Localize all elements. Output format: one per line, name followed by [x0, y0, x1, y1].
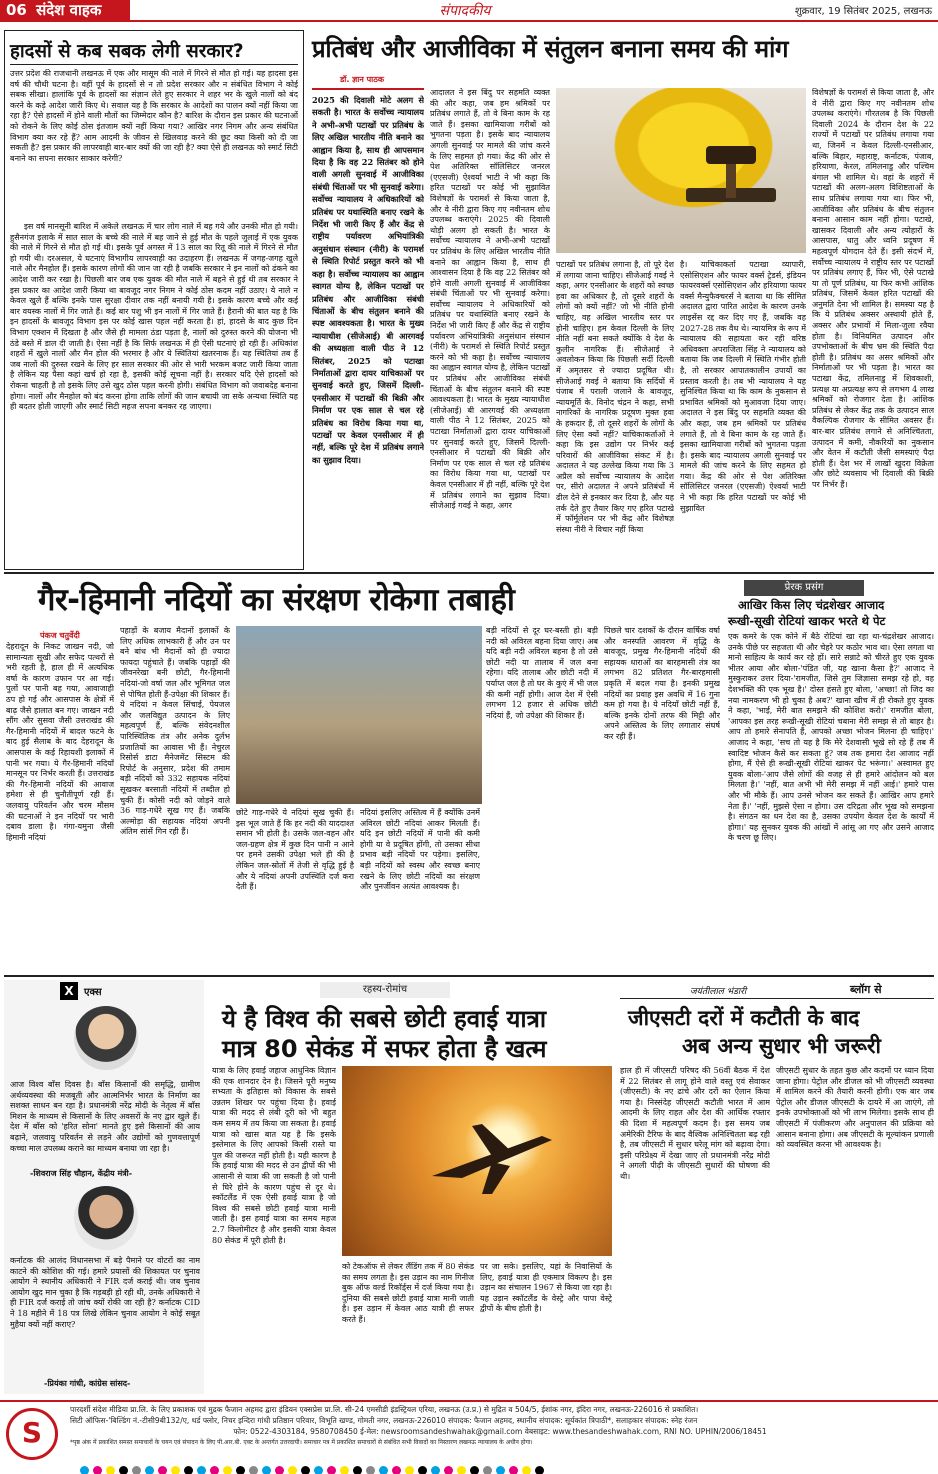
registration-dot [470, 1466, 479, 1474]
registration-dot [223, 1466, 232, 1474]
flood-photo [236, 626, 482, 804]
prerak-headline-1: आखिर किस लिए चंद्रशेखर आजाद [738, 598, 885, 612]
registration-dot [197, 1466, 206, 1474]
registration-dot [119, 1466, 128, 1474]
x-tag: एक्स [84, 987, 102, 998]
avatar-shivraj [74, 1006, 138, 1070]
pull-quote-rule [312, 88, 424, 90]
editorial-paragraph-2: इस वर्ष मानसूनी बारिश में अकेले लखनऊ में चार लोग नाले में बह गये और उनकी मौत हो गयी। हुसैनगंज इलाके में सात साल के बच्चे की नाले में बह जाने से हुई मौत के पहले जुलाई में एक युवक की नाले में गिरने से मौत हो गई थी। इसके पूर्व अगस्त में 13 साल का रितू की नाले में गिरने से मौत हो गयी थी। दरअसल, ये घटनाएं विभागीय लापरवाही का उदाहरण हैं। लखनऊ में जगह-जगह खुले नाले और मैनहोल हैं। इसके कारण लोगों की जान जा रही है जबकि सरकार ने इन नालों को ढंकने का आदेश जारी कर रखा है। पिछली बार जब एक युवक की मौत नाले में बहने से हुई थी तब सरकार ने इस प्रकार का आदेश जारी किया था बावजूद नगर निगम ने कोई ठोस कदम नहीं उठाए। ये नाले न केवल खुले हैं बल्कि इनके पास सुरक्षा दीवार तक नहीं बनायी गयी है। इसके कारण बच्चे और कई बार वयस्क नालों में गिर जाते हैं। कई बार पशु भी इन नालों में गिर जाते हैं। हैरानी की बात यह है कि इन हादसों के बावजूद विभाग इस पर कोई खास पहल नहीं करता है। हां, हादसे के बाद कुछ दिन विभाग एक्शन में दिखता है और जैसे ही मामला ठंडा पड़ता है, नालों को दुरुस्त करने की योजना भी ठंडे बस्ते में डाल दी जाती है। ऐसा नहीं है कि सिर्फ लखनऊ में ही ऐसी घटनाएं हो रही हैं। अधिकांश शहरों में खुले नालों और मैन होल की भरमार है और ये स्थितियां खतरनाक हैं। यह स्थितियां तब हैं जब नालों की दुरुस्त रखने के लिए हर साल सरकार की ओर से भारी भरकम बजट जारी किया जाता है लेकिन यह पैसा कहां खर्च हो रहा है, इसकी कोई सूचना नहीं है। सरकार यदि ऐसे हादसों को रोकना चाहती है तो इसके लिए उसे खुद ठोस पहल करनी होगी। संबंधित विभाग को जवाबदेह बनाना होगा। नालों और मैनहोल को बंद करना होगा ताकि लोगों की जान बचायी जा सके अन्यथा स्थिति यह ही बदतर होती जाएगी और स्मार्ट सिटी महज सपना बनकर रह जाएगा। [10, 222, 298, 412]
editorial-headline: हादसों से कब सबक लेगी सरकार? [10, 41, 244, 62]
river-story-headline: गैर-हिमानी नदियों का संरक्षण रोकेगा तबाही [38, 582, 515, 618]
footer-line-4: *पृष्ठ अंक में प्रकाशित समस्त समाचारों के चयन एवं संपादन के लिए पी.आर.बी. एक्ट के अन्तर्गत उत्तरदायी। समाचार पत्र में प्रकाशित समाचारों से संबंधित सभी विवादों का निस्तारण लखनऊ न्यायालय के अधीन होगा। [70, 1439, 533, 1446]
registration-dot [184, 1466, 193, 1474]
footer-line-1: पारदर्शी संदेश मीडिया प्रा.लि. के लिए प्रकाशक एवं मुद्रक फैजान अहमद द्वारा इंडियन एक्सप्रेस प्रा.लि. सी-24 एमसीडी इंडस्ट्रियल एरिया, लखनऊ (उ.प्र.) से मुद्रित व 504/5, ईशांक नगर, इंदिरा नगर, लखनऊ-226016 से प्रकाशित। [70, 1405, 699, 1414]
registration-dot [288, 1466, 297, 1474]
air-headline-1: ये है विश्व की सबसे छोटी हवाई यात्रा [222, 1005, 547, 1033]
air-col-1: यात्रा के लिए हवाई जहाज आधुनिक विज्ञान की एक शानदार देन है। जिसने पूरी मनुष्य सभ्यता के इतिहास को विकास के सबसे उन्नतम शिखर पर पहुंचा दिया है। हवाई यात्रा की मदद से लंबी दूरी को भी बहुत कम समय में तय किया जा सकता है। हवाई यात्रा को खास बात यह है कि इसके इस्तेमाल के लिए आपको किसी रास्ते या पुल की जरूरत नहीं होती है। यही कारण है कि हवाई यात्रा की मदद से उन द्वीपों की भी आसानी से यात्रा की जा सकती है जो पानी से घिरे होने के कारण पहुंच से दूर थे। स्कॉटलैंड में एक ऐसी हवाई यात्रा है जो विश्व की सबसे छोटी हवाई यात्रा मानी जाती है। इस हवाई यात्रा का समय महज 2.7 किलोमीटर है और इसकी यात्रा केवल 80 सेकंड में पूरी होती है। [212, 1066, 336, 1245]
registration-dot [340, 1466, 349, 1474]
editorial-paragraph-1: उत्तर प्रदेश की राजधानी लखनऊ में एक और मासूम की नाले में गिरने से मौत हो गई। यह हादसा इस वर्ष की चौथी घटना है। वहीं पूर्व के हादसों से न तो प्रदेश सरकार और न संबंधित विभाग ने कोई सबक सीखा। हालांकि पूर्व के हादसों का संज्ञान लेते हुए सरकार ने शहर भर के खुले नालों को बंद करने के कड़े आदेश जारी किए थे। सवाल यह है कि सरकार के आदेशों का पालन क्यों नहीं किया जा रहा है? ऐसे हादसों में होने वाली मौतों का जिम्मेदार कौन है? बारिश के दौरान इस प्रकार की घटनाओं को रोकने के लिए कोई ठोस इंतजाम क्यों नहीं किया गया? आखिर नगर निगम और अन्य संबंधित विभाग क्या कर रहे हैं? आम आदमी के जीवन से खिलवाड़ करने की छूट क्या किसी को दी जा सकती है? इस प्रकार की लापरवाही बार-बार क्यों की जा रही है? क्या ऐसे ही लखनऊ को स्मार्ट सिटी बनाने का सपना सरकार साकार करेगी? [10, 69, 298, 163]
registration-dot [444, 1466, 453, 1474]
registration-dot [353, 1466, 362, 1474]
air-story-tag: रहस्य-रोमांच [320, 982, 450, 998]
registration-dot [145, 1466, 154, 1474]
registration-dot [314, 1466, 323, 1474]
registration-dot [158, 1466, 167, 1474]
footer-logo: S [6, 1408, 58, 1460]
registration-dot [93, 1466, 102, 1474]
airplane-photo [342, 1066, 612, 1256]
registration-dot [210, 1466, 219, 1474]
river-story-byline: पंकज चतुर्वेदी [40, 631, 80, 640]
river-col-5: बड़ी नदियों से दूर घर-बस्ती हो। बड़ी नदी को अविरल बहना दिया जाए। अब यदि बड़ी नदी अविरल बहना है तो उसे छोटी नदी या तालाब में जल बना रहेगा। यदि तालाब और छोटी नदी में पर्याप्त जल है तो घर के कुएं में भी जल की कमी नहीं होगी। आज देश में ऐसी लगभग 12 हजार से अधिक छोटी नदियां हैं, जो उपेक्षा की शिकार हैं। [486, 626, 598, 720]
registration-dot [275, 1466, 284, 1474]
registration-dot [249, 1466, 258, 1474]
river-col-6: पिछले चार दशकों के दौरान वार्षिक वर्षा और वनस्पति आवरण में वृद्धि के बावजूद, प्रमुख गैर-हिमानी नदियों की सहायक धाराओं का बारहमासी तंत्र का लगभग 82 प्रतिशत गैर-बारहमासी प्रकृति में बदल गया है। इनकी प्रमुख नदियों का प्रवाह इस अवधि में 16 गुना कम हो गया है। ये नदियाँ छोटी नहीं हैं, बल्कि इनके दोनों तरफ की मिट्टी और अपने अस्तित्व के लिए लगातार संघर्ष कर रही हैं। [604, 626, 720, 741]
air-col-2: को टेकऑफ से लेकर लैंडिंग तक में 80 सेकंड का समय लगता है। इस उड़ान का नाम गिनीज बुक ऑफ वर्ल्ड रिकॉर्ड्स में दर्ज किया गया है। दुनिया की सबसे छोटी हवाई यात्रा मानी जाती है। इस उड़ान में केवल आठ यात्री ही सफर करते हैं। [342, 1262, 474, 1324]
editorial-rule [10, 64, 298, 65]
registration-dot [509, 1466, 518, 1474]
section-divider-2 [4, 975, 934, 977]
page-number-banner [0, 0, 130, 20]
top-story-col-3: पटाखों पर प्रतिबंध लगाना है, तो पूरे देश में लगाया जाना चाहिए। सीजेआई गवई ने कहा, अगर एनसीआर के शहरों को स्वच्छ हवा का अधिकार है, तो दूसरे शहरों के लोगों को क्यों नहीं? जो भी नीति होनी चाहिए, वह अखिल भारतीय स्तर पर होनी चाहिए। हम केवल दिल्ली के लिए नीति नहीं बना सकते क्योंकि वे देश के कुलीन नागरिक हैं। सीजेआई ने अवलोकन किया कि पिछली सर्दी दिल्ली में अमृतसर से ज्यादा प्रदूषित थी। सीजेआई गवई ने बताया कि सर्दियों में पंजाब में पराली जलाने के बावजूद, न्यायमूर्ति के. विनोद चंद्रन ने कहा, सभी नागरिकों के नागरिक प्रदूषण मुक्त हवा के हकदार हैं, तो दूसरे शहरों के लोगों के लिए ऐसा क्यों नहीं? याचिकाकर्ताओं ने कहा कि इस उद्योग पर निर्भर कई परिवारों की आजीविका संकट में है। अदालत ने यह उल्लेख किया गया कि 3 अप्रैल को सर्वोच्च न्यायालय के आदेश पर, सीरो अदालत ने अपने प्रतिबंधों में ढील देने से इनकार कर दिया है, और यह तर्क देते हुए तैयार किए गए हरित पटाखे में फॉर्मूलेशन पर भी केंद्र और विशेषज्ञ संस्था नीरी ने विचार नहीं किया [556, 260, 674, 534]
registration-dot [522, 1466, 531, 1474]
gst-headline-1: जीएसटी दरों में कटौती के बाद [628, 1006, 860, 1030]
top-story-col-4: है। याचिकाकर्ता पटाखा व्यापारी, एसोसिएशन और फायर वर्क्स ट्रेडर्स, इंडियन फायरवर्क्स एसोसिएशन और हरियाणा फायर वर्क्स मैन्युफैक्चरर्स ने बताया था कि सीमित अदालत द्वारा पारित आदेश के कारण उनके लाइसेंस रद्द कर दिए गए हैं, जबकि वह 2027-28 तक वैध थे। न्यायमित्र के रूप में न्यायालय की सहायता कर रही वरिष्ठ अधिवक्ता अपराजिता सिंह ने न्यायालय को बताया कि जब दिल्ली में स्थिति गंभीर होती है, तो सरकार आपातकालीन उपायों का प्रस्ताव करती है। तब भी न्यायालय ने यह सुनिश्चित किया था कि काम के नुकसान से प्रभावित श्रमिकों को मुआवजा दिया जाए। अदालत ने इस बिंदु पर सहमति व्यक्त की और कहा, जब हम श्रमिकों पर प्रतिबंध लगाते हैं, तो वे बिना काम के रह जाते हैं। इसका खामियाजा गरीबों को भुगतना पड़ता है। इसके बाद न्यायालय अगली सुनवाई पर मामले की जांच करने के लिए सहमत हो गया। केंद्र की ओर से पेश अतिरिक्त सॉलिसिटर जनरल (एएसजी) ऐश्वर्या भाटी ने भी कहा कि हरित पटाखों पर कोई भी सुझावित [680, 260, 806, 513]
section-divider-1 [4, 572, 934, 574]
registration-dot [496, 1466, 505, 1474]
registration-dot [132, 1466, 141, 1474]
registration-dot [483, 1466, 492, 1474]
registration-dot [80, 1466, 89, 1474]
registration-dot [405, 1466, 414, 1474]
avatar-priyanka [74, 1186, 138, 1250]
top-story-byline: डॉ. ज्ञान पाठक [340, 75, 385, 84]
gst-tag: ब्लॉग से [850, 983, 882, 996]
prerak-prasang-tag: प्रेरक प्रसंग [744, 580, 864, 596]
air-col-3: पर जा सके। इसलिए, यहां के निवासियों के लिए, हवाई यात्रा ही एकमात्र विकल्प है। इस उड़ान का संचालन 1967 से किया जा रहा है। यह उड़ान स्कॉटलैंड के वेस्ट्रे और पापा वेस्ट्रे द्वीपों के बीच होती है। [480, 1262, 612, 1314]
gst-col-1: हाल ही में जीएसटी परिषद की 56वीं बैठक में देश में 22 सितंबर से लागू होने वाले वस्तु एवं सेवाकर (जीएसटी) के नए ढांचे और दरों का ऐलान किया गया है। निस्संदेह जीएसटी कटौती भारत में आम आदमी के लिए राहत और देश की आर्थिक रफ्तार की दिशा में महत्वपूर्ण कदम है। इस समय जब अमेरिकी टैरिफ के बाद वैश्विक अनिश्चितता बढ़ रही है, तब जीएसटी में सुधार घरेलू मांग को बढ़ावा देगा। इसी परिप्रेक्ष्य में देखा जाए तो प्रधानमंत्री नरेंद्र मोदी ने अगली पीढ़ी के जीएसटी सुधारों की घोषणा की थी। [620, 1066, 770, 1181]
top-story-headline: प्रतिबंध और आजीविका में संतुलन बनाना समय की मांग [312, 35, 789, 63]
footer-line-3: फोन: 0522-4303184, 9580708450 ई-मेल: newsroomsandeshwahak@gmail.com वेबसाइट: www.thesandeshwahak.com, RNI NO. UPHIN/2006/18451 [233, 1427, 767, 1436]
registration-dot [392, 1466, 401, 1474]
footer-line-2: सिटी ऑफिस-'बिल्डिंग नं.-टीसी9बी132/ए, थर्ड फ्लोर, निचर इन्दिरा गांधी प्रतिष्ठान परिवार, विभूति खण्ड, गोमती नगर, लखनऊ-226010 संपादक: फैजान अहमद, स्थानीय संपादक: सूर्यकांत त्रिपाठी*, सलाहकार संपादक: स्नेह रंजन [70, 1416, 698, 1425]
river-col-3: छोटे गाड़-गधेरे ये नदियां सूख चुकी हैं। इस भूल जाते हैं कि हर नदी की याददाश्त समान भी होती है। उसके जल-वहन और जल-ग्रहण क्षेत्र में कुछ दिन पानी न आने पर हमने उसकी उपेक्षा भले ही की है लेकिन जल-स्रोतों में तेजी से वृद्धि हुई है और ये नदियां अपनी उपस्थिति दर्ज करा देती हैं। [236, 808, 354, 892]
top-story-pull-quote: 2025 की दिवाली मोटे अलग से सकती है। भारत के सर्वोच्च न्यायालय ने अभी-अभी पटाखों पर प्रतिबंध के लिए अखिल भारतीय नीति बनाने का आह्वान किया है, साथ ही आपसमान दिया है कि वह 22 सितंबर को होने वाली अगली सुनवाई में आजीविका संबंधी चिंताओं पर भी सुनवाई करेगा। सर्वोच्च न्यायालय ने अधिकारियों को प्रतिबंध पर यथास्थिति बनाए रखने के निर्देश भी जारी किए हैं और केंद्र से राष्ट्रीय पर्यावरण अभियांत्रिकी अनुसंधान संस्थान (नीरी) के परामर्श से स्थिति रिपोर्ट प्रस्तुत करने को भी कहा है। सर्वोच्च न्यायालय का आह्वान स्वागत योग्य है, लेकिन पटाखों पर प्रतिबंध और आजीविका संबंधी चिंताओं के बीच संतुलन बनाने की स्पष्ट आवश्यकता है। भारत के मुख्य न्यायाधीश (सीजेआई) बी आरगवई की अध्यक्षता वाली पीठ ने 12 सितंबर, 2025 को पटाखा निर्माताओं द्वारा दायर याचिकाओं पर सुनवाई करते हुए, जिसमें दिल्ली-एनसीआर में पटाखों की बिक्री और निर्माण पर एक साल से चल रहे प्रतिबंध का विरोध किया गया था, पटाखों पर केवल एनसीआर में ही नहीं, बल्कि पूरे देश में प्रतिबंध लगाने का सुझाव दिया। [312, 95, 424, 465]
river-col-4: नदियां इसलिए अस्तित्व में हैं क्योंकि उनमें अविरल छोटी नदियां आकर मिलती हैं। यदि इन छोटी नदियों में पानी की कमी होगी या वे प्रदूषित होंगी, तो उसका सीधा प्रभाव बड़ी नदियों पर पड़ेगा। इसलिए, बड़ी नदियों को स्वस्थ और स्वच्छ बनाए रखने के लिए छोटी नदियों का संरक्षण और पुनर्जीवन अत्यंत आवश्यक है। [360, 808, 480, 892]
paper-name: संदेश वाहक [36, 1, 102, 19]
airplane-icon [342, 1066, 612, 1256]
gavel-icon [556, 88, 806, 253]
top-story-col-2: आदालत ने इस बिंदु पर सहमति व्यक्त की और कहा, जब हम श्रमिकों पर प्रतिबंध लगाते हैं, तो वे बिना काम के रह जाते हैं। इसका खामियाजा गरीबों को भुगतना पड़ता है। इसके बाद न्यायालय अगली सुनवाई पर मामले की जांच करने के लिए सहमत हो गया। केंद्र की ओर से पेश अतिरिक्त सॉलिसिटर जनरल (एएसजी) ऐश्वर्या भाटी ने भी कहा कि हरित पटाखों पर कोई भी सुझावित विशेषज्ञों के परामर्श से किया जाता है, और वे नीरी द्वारा किए गए नवीनतम शोध उपलब्ध कराएंगे। 2025 की दिवाली थोड़ी अलग हो सकती है। भारत के सर्वोच्च न्यायालय ने अभी-अभी पटाखों पर प्रतिबंध के लिए अखिल भारतीय नीति बनाने का आह्वान किया है, साथ ही आश्वासन दिया है कि वह 22 सितंबर को होने वाली अगली सुनवाई में आजीविका संबंधी चिंताओं पर भी सुनवाई करेगा। सर्वोच्च न्यायालय ने अधिकारियों को प्रतिबंध पर यथास्थिति बनाए रखने के निर्देश भी जारी किए हैं और केंद्र से राष्ट्रीय पर्यावरण अभियांत्रिकी अनुसंधान संस्थान (नीरी) के परामर्श से स्थिति रिपोर्ट प्रस्तुत करने को भी कहा है। सर्वोच्च न्यायालय का आह्वान स्वागत योग्य है, लेकिन पटाखों पर प्रतिबंध और आजीविका संबंधी चिंताओं के बीच संतुलन बनाने की स्पष्ट आवश्यकता है। भारत के मुख्य न्यायाधीश (सीजेआई) बी आरगवई की अध्यक्षता वाली पीठ ने 12 सितंबर, 2025 को पटाखा निर्माताओं द्वारा दायर याचिकाओं पर सुनवाई करते हुए, जिसमें दिल्ली-एनसीआर में पटाखों की बिक्री और निर्माण पर एक साल से चल रहे प्रतिबंध का विरोध किया गया था, पटाखों पर केवल एनसीआर में ही नहीं, बल्कि पूरे देश में प्रतिबंध लगाने का सुझाव दिया। सीजेआई गवई ने कहा, अगर [430, 88, 550, 511]
river-col-2: पहाड़ों के बजाय मैदानों इलाकों के लिए अधिक लाभकारी हैं और उन पर बने बांध भी मैदानों को ही ज्यादा फायदा पहुंचाते हैं। जबकि पहाड़ों की जीवनरेखा बनी छोटी, गैर-हिमानी नदियां-जो वर्षा जल और भूमिगत जल से पोषित होती हैं-उपेक्षा की शिकार हैं। ये नदियां न केवल सिंचाई, पेयजल और जलविद्युत उत्पादन के लिए महत्वपूर्ण हैं, बल्कि संवेदनशील पारिस्थितिक तंत्र और अनेक दुर्लभ प्रजातियों का आवास भी हैं। नेचुरल रिसोर्स डाटा मैनेजमेंट सिस्टम की रिपोर्ट के अनुसार, प्रदेश की तमाम बड़ी नदियों को 332 सहायक नदियां सूखकर बरसाती नदियों में तब्दील हो चुकी हैं। कोसी नदी को जोड़ने वाले 36 गाड़-गधेरे सूख गए हैं। जबकि अल्मोड़ा की सहायक नदियां अपनी अंतिम सांसें गिन रही हैं। [120, 626, 230, 837]
registration-dot [171, 1466, 180, 1474]
x-quote-1: आज विश्व बाँस दिवस है। बाँस किसानों की समृद्धि, ग्रामीण अर्थव्यवस्था की मजबूती और आत्मनिर्भर भारत के निर्माण का सशक्त साधन बन रहा है। प्रधानमंत्री नरेंद्र मोदी के नेतृत्व में बाँस मिशन के माध्यम से किसानों के लिए अवसरों के नए द्वार खुले हैं। देश में बाँस को 'हरित सोना' मानते हुए इसे किसानों की आय बढ़ाने, जलवायु परिवर्तन से लड़ने और उद्योगों को गुणवत्तापूर्ण कच्चा माल उपलब्ध कराने का माध्यम बनाया जा रहा है। [10, 1080, 200, 1153]
registration-dot [236, 1466, 245, 1474]
registration-dot [366, 1466, 375, 1474]
registration-dots [80, 1460, 920, 1470]
river-col-1: देहरादून के निकट जाखन नदी, जो सामान्यतः सूखी और सफेद पत्थरों से भरी रहती है, हाल ही में अत्यधिक वर्षा के कारण उफान पर आ गई। पुलों पर पानी बह गया, आवाजाही ठप हो गई और आसपास के क्षेत्रों में बाढ़ जैसे हालात बन गए। जाखन नदी सौंग और सुसवा जैसी उत्तराखंड की गैर-हिमानी नदियों में बादल फटने के बाद हुई सैलाब के बाद देहरादून के आसपास के कई रिहायशी इलाकों में पानी भर गया। ये गैर-हिमानी नदियाँ मानसून पर निर्भर करती हैं। उत्तराखंड की गैर-हिमानी नदियों की आवाज हमेशा से ही चुनौतीपूर्ण रही हैं। जलवायु परिवर्तन और चरम मौसम की घटनाओं ने इन नदियों पर भारी दबाव डाला है। गंगा-यमुना जैसी हिमानी नदियां [6, 642, 114, 842]
registration-dot [457, 1466, 466, 1474]
footer-imprint [70, 1404, 930, 1448]
x-author-1: -शिवराज सिंह चौहान, केंद्रीय मंत्री- [30, 1169, 133, 1178]
registration-dot [418, 1466, 427, 1474]
gst-headline-2: अब अन्य सुधार भी जरूरी [682, 1034, 881, 1058]
registration-dot [301, 1466, 310, 1474]
registration-dot [379, 1466, 388, 1474]
registration-dot [535, 1466, 544, 1474]
air-headline-2: मात्र 80 सेकंड में सफर होता है खत्म [222, 1035, 547, 1063]
top-story-col-5: विशेषज्ञों के परामर्श से किया जाता है, और वे नीरी द्वारा किए गए नवीनतम शोध उपलब्ध कराएंगे। गौरतलब है कि पिछली दिवाली 2024 के दौरान देश के 22 राज्यों में पटाखों पर प्रतिबंध लगाया गया था, जिनमें न केवल दिल्ली-एनसीआर, बल्कि बिहार, महाराष्ट्र, कर्नाटक, पंजाब, हरियाणा, केरल, तमिलनाडु और पश्चिम बंगाल भी शामिल थे। वहां के शहरों में पटाखों की अलग-अलग विशिष्टताओं के साथ प्रतिबंध लगाया गया था। फिर भी, आजीविका और प्रतिबंध के बीच संतुलन बनाना आसान काम नहीं होगा। पटाखे, खासकर दिवाली और अन्य त्योहारों के आसपास, धातु और ध्वनि प्रदूषण में महत्वपूर्ण योगदान देते हैं। इसी संदर्भ में, सर्वोच्च न्यायालय ने राष्ट्रीय स्तर पर पटाखों पर प्रतिबंध लगाए हैं, फिर भी, ऐसे पटाखे या तो पूर्ण प्रतिबंध, या फिर कभी आंशिक प्रतिबंध, जिसमें केवल हरित पटाखों की अनुमति देना भी शामिल है। समस्या यह है कि ये प्रतिबंध अक्सर अस्थायी होते हैं, अक्सर और प्रभावों में मिला-जुला रवैया होता है। विनियमित उत्पादन और उपभोक्ताओं के बीच भ्रम की स्थिति पैदा होती है। प्रतिबंध का असर श्रमिकों और निर्माताओं पर भी पड़ता है। भारत का पटाखा केंद्र, तमिलनाडु में शिवकाशी, प्रत्यक्ष या अप्रत्यक्ष रूप से लगभग 4 लाख श्रमिकों को रोजगार देता है। आंशिक प्रतिबंध से लेकर केंद्र तक के उत्पादन साल वैकल्पिक रोजगार के सीमित अवसर हैं। बार-बार प्रतिबंध लगाने से अनिश्चितता, उत्पादन में कमी, नौकरियों का नुकसान और वेतन में कटौती जैसी समस्याएं पैदा होती हैं। देश भर में लाखों खुदरा विक्रेता और छोटे व्यवसाय भी दिवाली की बिक्री पर निर्भर हैं। [812, 88, 934, 489]
dateline: शुक्रवार, 19 सितंबर 2025, लखनऊ [794, 6, 932, 17]
gst-col-2: जीएसटी सुधार के तहत कुछ और कदमों पर ध्यान दिया जाना होगा। पेट्रोल और डीजल को भी जीएसटी व्यवस्था में शामिल करने की तैयारी करनी होगी। एक बार जब पेट्रोल और डीजल जीएसटी के दायरे में आ जाएंगे, तो इनके उपभोक्ताओं को भी लाभ मिलेगा। इसके साथ ही जीएसटी में पंजीकरण और अनुपालन की प्रक्रिया को आसान बनाना होगा। अब जीएसटी के मूल्यांकन प्रणाली को व्यवस्थित करना भी आवश्यक है। [776, 1066, 934, 1150]
prerak-headline-2: रूखी-सूखी रोटियां खाकर भरते थे पेट [728, 614, 886, 628]
registration-dot [106, 1466, 115, 1474]
registration-dot [262, 1466, 271, 1474]
section-name: संपादकीय [360, 1, 570, 21]
page-number: 06 [6, 1, 27, 19]
prerak-text: एक कमरे के एक कोने में बैठे रोटियां खा रहा था-चंद्रशेखर आजाद। उनके पीछे पर सहजता थी और चेहरे पर कठोर भाव था। ऐसा लगता था मानो साहित्य के कार्य कर रहे हों। सारे सन्नाटे को चीरते हुए एक युवक भीतर आया और बोला-'पंडित जी, यह खाना कैसा है?' आजाद ने मुस्कुराकर उत्तर दिया-'रामजीत, जिसे तुम जिज्ञासा समझ रहे हो, वह देशभक्ति की एक भूख है।' दोस्त हंसते हुए बोला, 'अच्छा! तो जिद का नया नामकरण भी हो चुका है अब?' खाना खीच में ही रोकते हुए युवक ने कहा, 'भाई, मेरी बात समझने की कोशिश करो।' रामजीत बोला, 'आपका इस तरह रूखी-सूखी रोटियां चबाना मेरी समझ से तो बाहर है। आप तो हमारे सेनापति हैं, आपको अच्छा भोजन मिलना ही चाहिए।' आजाद ने कहा, 'सच तो यह है कि मेरे देशवासी भूखे सो रहे हैं तब मैं स्वादिष्ट भोजन कैसे कर सकता हूं? जब तक हमारा देश आजाद नहीं होगा, मैं ऐसे ही रूखी-सूखी रोटियां खाकर पेट भरूंगा।' अस्वामत हुए युवक बोला-'आप जैसे लोगों की वजह से ही हमारे आंदोलन को बल मिलता है।' 'नहीं, बात अभी भी मेरी समझ में नहीं आई।' हमारे पास और भी मौके हैं। आप उनसे भोजन कर सकते हैं। आखिर आप हमारे नेता हैं।' 'नहीं, मुझसे ऐसा न होगा। उस दरिद्रता और भूख को समझना है। संगठन का धन देश का है, उसका उपयोग केवल देश के कार्यों में होगा।' यह सुनकर युवक की आंखों में आंसू आ गए और उसने आजाद के चरण छू लिए। [728, 632, 934, 843]
registration-dot [327, 1466, 336, 1474]
gavel-helmet-photo [556, 88, 806, 253]
x-quote-2: कर्नाटक की आलंद विधानसभा में बड़े पैमाने पर वोटरों का नाम काटने की कोशिश की गई। हमारे प्रयासों की शिकायत पर चुनाव आयोग ने स्थानीय अधिकारी ने FIR दर्ज कराई थी। जब चुनाव आयोग खुद मान चुका है कि गड़बड़ी हो रही थी, उनके अधिकारी ने ही FIR दर्ज कराई तो जांच क्यों रोकी जा रही है? कर्नाटक CID ने 18 महीने में 18 पत्र लिखे लेकिन चुनाव आयोग ने कोई सबूत मुहैया क्यों नहीं कराए? [10, 1256, 200, 1329]
x-logo-icon: X [60, 982, 78, 1000]
registration-dot [431, 1466, 440, 1474]
x-author-2: -प्रियंका गांधी, कांग्रेस सांसद- [44, 1379, 131, 1388]
gst-rule [620, 998, 934, 999]
gst-author: जयंतीलाल भंडारी [690, 987, 747, 997]
